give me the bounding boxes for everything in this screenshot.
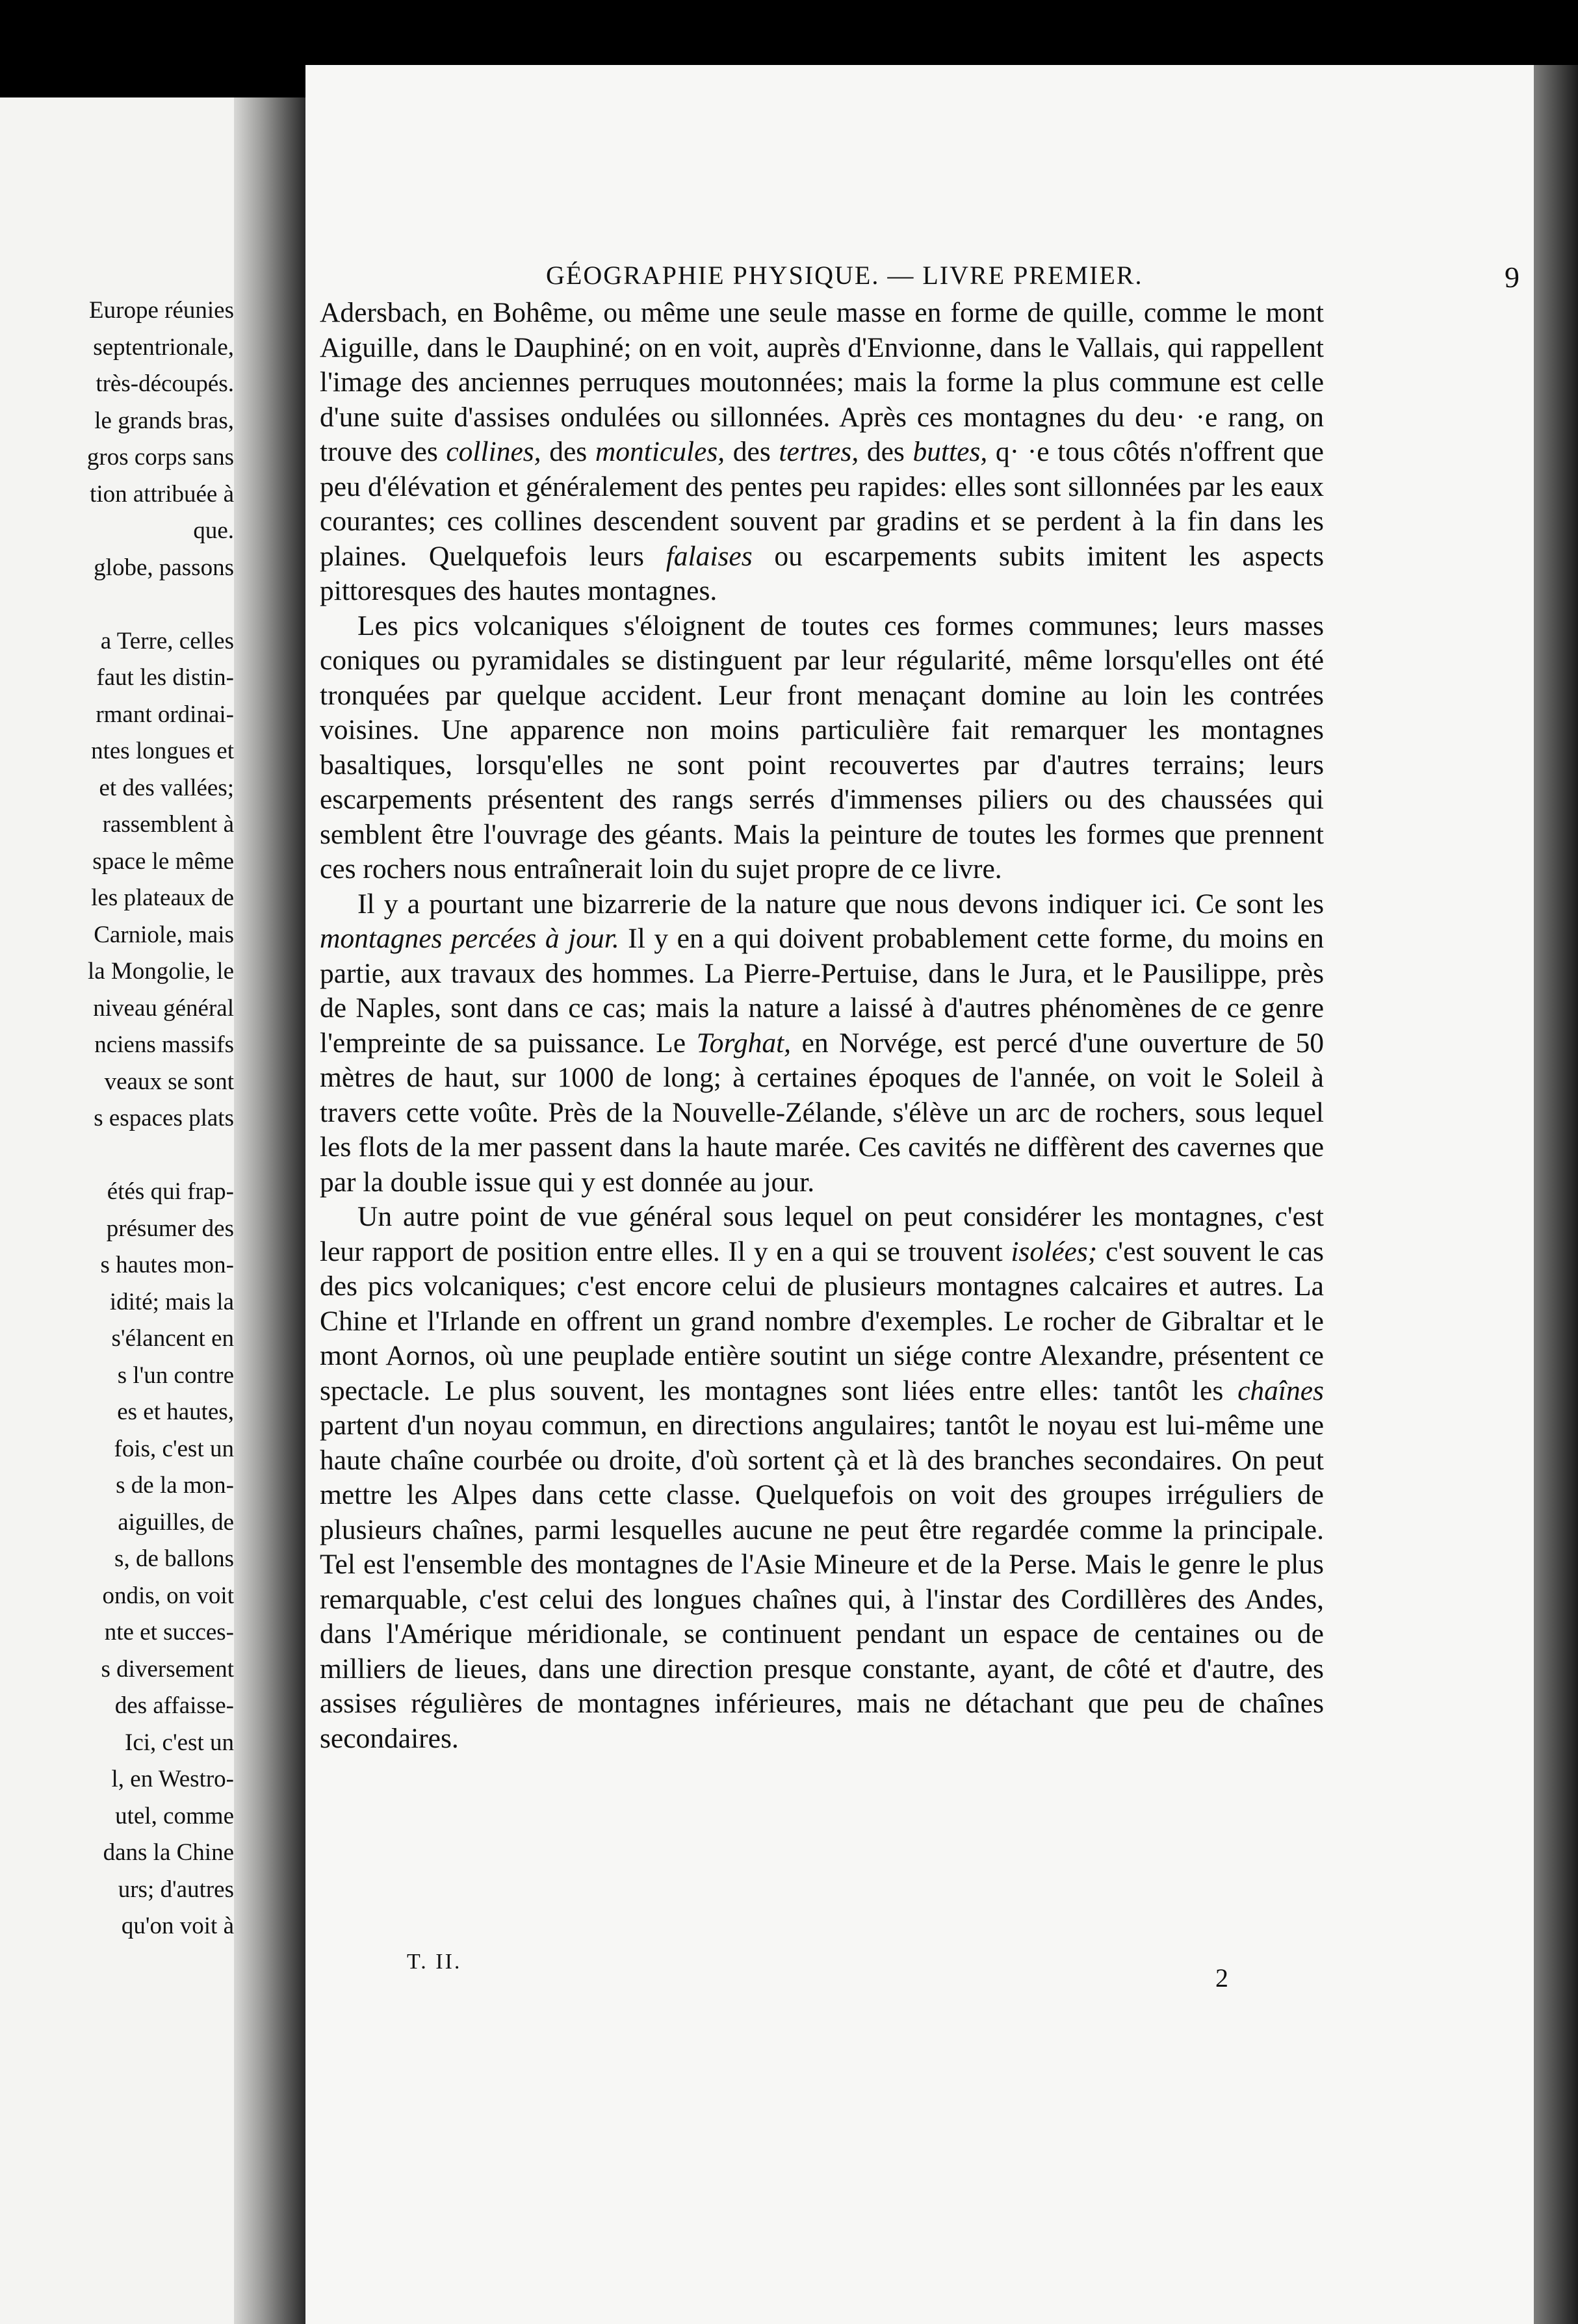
signature-mark: T. II. <box>407 1950 462 1974</box>
left-page-line: es et hautes, <box>117 1399 234 1425</box>
left-page-line: ondis, on voit <box>102 1582 234 1609</box>
left-page-line: s espaces plats <box>94 1105 234 1131</box>
italic-term: isolées; <box>1011 1235 1098 1267</box>
left-page-line: rassemblent à <box>102 811 234 838</box>
body-text <box>320 296 1324 1756</box>
italic-term: montagnes percées à jour. <box>320 923 619 954</box>
paragraph-2: Les pics volcaniques s'éloignent de toutes ces formes communes; leurs masses coniques ou pyramidales se distinguent par leur régularité, même lorsqu'elles ont été tronquées par quelque accident. Leur front menaçant domine au loin les contrées voisines. Une apparence non moins particulière fait remarquer les montagnes basaltiques, lorsqu'elles ne sont point recouvertes par d'autres terrains; leurs escarpements présentent des rangs serrés d'immenses piliers ou des chaussées qui semblent être l'ouvrage des géants. Mais la peinture de toutes les formes que prennent ces rochers nous entraînerait loin du sujet propre de ce livre. <box>320 610 1324 884</box>
left-page-line: faut les distin- <box>96 664 234 691</box>
book-gutter <box>234 97 305 2324</box>
left-page-line: s hautes mon- <box>100 1252 234 1278</box>
left-page-line: qu'on voit à <box>121 1913 234 1939</box>
left-page-line: s l'un contre <box>117 1362 234 1389</box>
left-page-line: idité; mais la <box>109 1288 234 1315</box>
left-page-text <box>0 292 234 1945</box>
paragraph-3: Il y a pourtant une bizarrerie de la nature que nous devons indiquer ici. Ce sont les montagnes percées à jour. Il y en a qui doivent probablement cette forme, du moins en partie, aux travaux des hommes. La Pierre-Pertuise, dans le Jura, et le Pausilippe, près de Naples, sont dans ce cas; mais la nature a laissé à d'autres phénomènes de ce genre l'empreinte de sa puissance. Le Torghat, en Norvége, est percé d'une ouverture de 50 mètres de haut, sur 1000 de long; à certaines époques de l'année, on voit le Soleil à travers cette voûte. Près de la Nouvelle-Zélande, s'élève un arc de rochers, sous lequel les flots de la mer passent dans la haute marée. Ces cavités ne diffèrent des cavernes que par la double issue qui y est donnée au jour. <box>320 888 1325 1198</box>
italic-term: Torghat, <box>696 1027 792 1059</box>
italic-term: monticules, <box>595 436 725 467</box>
left-page-line: s, de ballons <box>114 1545 234 1572</box>
paragraph-4: Un autre point de vue général sous lequel on peut considérer les montagnes, c'est leur rapport de position entre elles. Il y en a qui se trouvent isolées; c'est souvent le cas des pics volcaniques; c'est encore celui de plusieurs montagnes calcaires et autres. La Chine et l'Irlande en offrent un grand nombre d'exemples. Le rocher de Gibraltar et le mont Aornos, où une peuplade entière soutint un siége contre Alexandre, présentent ce spectacle. Le plus souvent, les montagnes sont liées entre elles: tantôt les chaînes partent d'un noyau commun, en directions angulaires; tantôt le noyau est lui-même une haute chaîne courbée ou droite, d'où sortent çà et là des branches secondaires. On peut mettre les Alpes dans cette classe. Quelquefois on voit des groupes irréguliers de plusieurs chaînes, parmi lesquelles aucune ne peut être regardée comme la principale. Tel est l'ensemble des montagnes de l'Asie Mineure et de la Perse. Mais le genre le plus remarquable, c'est celui des longues chaînes qui, à l'instar des Cordillères des Andes, dans l'Amérique méridionale, se continuent pendant un espace de centaines ou de milliers de lieues, dans une direction presque constante, ayant, de côté et d'autre, des assises régulières de montagnes inférieures, mais ne détachant que peu de chaînes secondaires. <box>320 1201 1324 1754</box>
left-page-line: s'élancent en <box>111 1325 234 1352</box>
left-page-line: Carniole, mais <box>94 921 234 948</box>
left-page-line: des affaisse- <box>114 1692 234 1719</box>
left-page-line <box>0 586 234 623</box>
left-page <box>0 97 242 2324</box>
left-page-line: s de la mon- <box>116 1472 234 1499</box>
sheet-number: 2 <box>1215 1963 1228 1993</box>
left-page-line: fois, c'est un <box>114 1435 234 1462</box>
italic-term: buttes, <box>912 436 988 467</box>
left-page-line <box>0 1137 234 1174</box>
page-edge-shadow <box>1534 65 1578 2324</box>
left-page-line: tion attribuée à <box>90 480 234 508</box>
running-head <box>546 260 1521 294</box>
left-page-line: les plateaux de <box>91 884 234 911</box>
left-page-line: utel, comme <box>115 1802 234 1829</box>
left-page-line: a Terre, celles <box>100 627 234 654</box>
left-page-line: très-découpés. <box>96 370 234 397</box>
left-page-line: nciens massifs <box>94 1031 234 1058</box>
italic-term: chaînes <box>1237 1375 1324 1406</box>
left-page-line: étés qui frap- <box>107 1178 234 1205</box>
left-page-line: globe, passons <box>94 554 234 581</box>
left-page-line: et des vallées; <box>99 774 234 801</box>
left-page-line: l, en Westro- <box>111 1766 234 1792</box>
paragraph-1: Adersbach, en Bohême, ou même une seule masse en forme de quille, comme le mont Aiguille, dans le Dauphiné; on en voit, auprès d'Envionne, dans le Vallais, qui rappellent l'image des anciennes perruques moutonnées; mais la forme la plus commune est celle d'une suite d'assises ondulées ou sillonnées. Après ces montagnes du deu· ·e rang, on trouve des collines, des monticules, des tertres, des buttes, q· ·e tous côtés n'offrent que peu d'élévation et généralement des pentes peu rapides: elles sont sillonnées par les eaux courantes; ces collines descendent souvent par gradins et se perdent à la fin dans les plaines. Quelquefois leurs falaises ou escarpements subits imitent les aspects pittoresques des hautes montagnes. <box>320 297 1324 606</box>
left-page-line: rmant ordinai- <box>96 701 234 728</box>
running-head-title: GÉOGRAPHIE PHYSIQUE. — LIVRE PREMIER. <box>546 261 1143 290</box>
left-page-line: la Mongolie, le <box>87 958 234 985</box>
left-page-line: présumer des <box>106 1215 234 1242</box>
left-page-line: le grands bras, <box>94 407 234 434</box>
left-page-line: ntes longues et <box>91 738 234 764</box>
italic-term: collines, <box>446 436 541 467</box>
left-page-line: space le même <box>92 847 234 875</box>
left-page-line: que. <box>193 517 234 544</box>
left-page-line: Ici, c'est un <box>125 1729 234 1756</box>
page-number: 9 <box>1505 261 1521 294</box>
left-page-line: gros corps sans <box>86 444 234 471</box>
left-page-line: s diversement <box>101 1655 234 1683</box>
left-page-line: urs; d'autres <box>118 1876 234 1903</box>
left-page-line: septentrionale, <box>93 333 234 361</box>
italic-term: falaises <box>666 540 753 572</box>
left-page-line: nte et succes- <box>104 1619 234 1646</box>
left-page-line: Europe réunies <box>89 297 234 324</box>
italic-term: tertres, <box>779 436 859 467</box>
left-page-line: niveau général <box>93 994 234 1022</box>
left-page-line: aiguilles, de <box>118 1508 234 1536</box>
left-page-line: dans la Chine <box>103 1839 234 1866</box>
left-page-line: veaux se sont <box>104 1068 234 1095</box>
